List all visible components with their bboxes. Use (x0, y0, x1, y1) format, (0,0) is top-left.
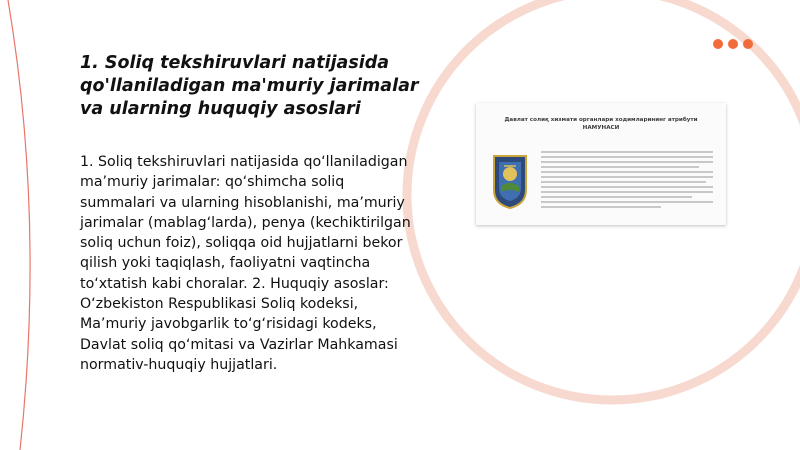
slide-title: 1. Soliq tekshiruvlari natijasida qo'llaniladigan ma'muriy jarimalar va ularning huquqiy asoslari (80, 53, 419, 119)
slide-body-text: 1. Soliq tekshiruvlari natijasida qo‘llaniladigan ma’muriy jarimalar: qo‘shimcha soliq summalari va ularning hisoblanishi, ma’muriy jarimalar (mablag‘larda), penya (kechiktirilgan soliq uchun foiz), soliqqa oid hujjatlarni bekor qilish yoki taqiqlash, faoliyatni vaqtincha to‘xtatish kabi choralar. 2. Huquqiy asoslar: O‘zbekiston Respublikasi Soliq kodeksi, Ma’muriy javobgarlik to‘g‘risidagi kodeks, Davlat soliq qo‘mitasi va Vazirlar Mahkamasi normativ-huquqiy hujjatlari. (80, 154, 411, 373)
document-text-lines (541, 151, 713, 211)
dot (713, 39, 723, 49)
document-heading-line1: Давлат солиқ хизмати органлари ходимларининг атрибути (504, 117, 698, 123)
left-edge-curve (8, 0, 30, 450)
dot (728, 39, 738, 49)
dot (743, 39, 753, 49)
tax-service-emblem-icon (490, 152, 530, 210)
document-heading-line2: НАМУНАСИ (582, 125, 620, 131)
menu-dots-icon[interactable] (713, 39, 753, 49)
document-image (476, 103, 726, 225)
document-heading (486, 116, 716, 132)
